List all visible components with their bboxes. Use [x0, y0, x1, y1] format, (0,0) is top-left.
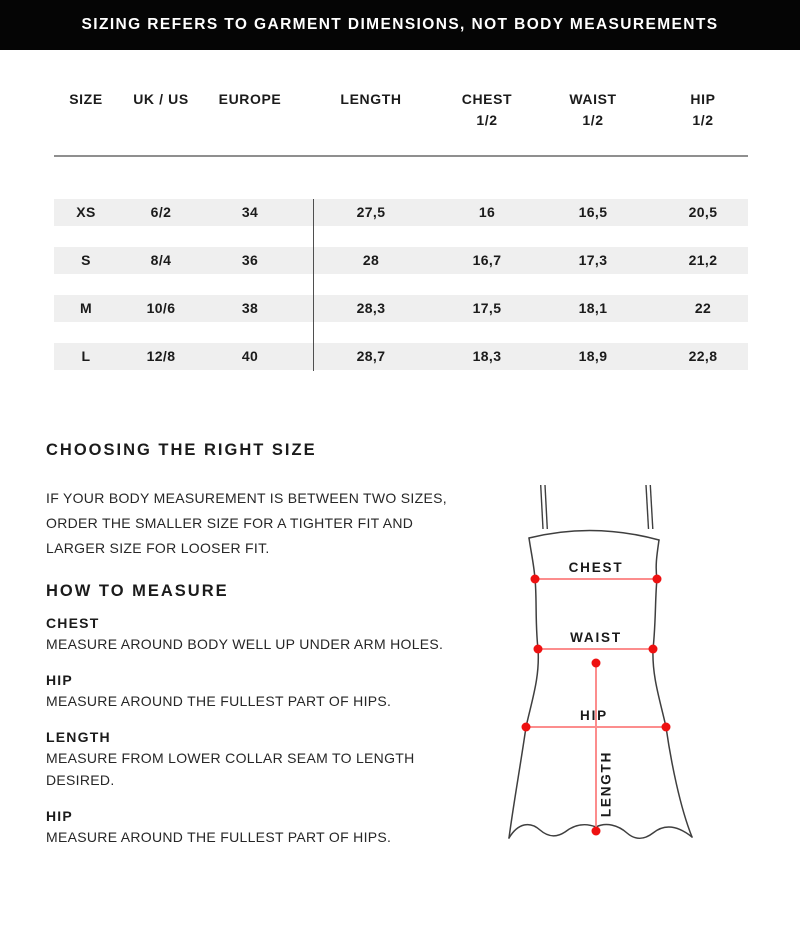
cell: 16,5	[578, 204, 608, 220]
choosing-size-heading: CHOOSING THE RIGHT SIZE	[46, 441, 317, 459]
hip-label: HIP	[580, 708, 608, 723]
size-table	[54, 88, 748, 391]
cell: 18,1	[578, 300, 608, 316]
table-row-m	[54, 295, 748, 322]
header-rule	[54, 155, 748, 157]
table-row-s	[54, 247, 748, 274]
cell: 8/4	[150, 252, 172, 268]
cell: 28,3	[356, 300, 386, 316]
column-header-length: LENGTH	[340, 91, 402, 107]
measure-item-hip-2: HIP MEASURE AROUND THE FULLEST PART OF HIPS.	[46, 808, 392, 845]
table-column-divider	[313, 199, 314, 371]
cell: 17,5	[472, 300, 502, 316]
column-header-uk-us: UK / US	[133, 91, 189, 107]
measure-dot	[531, 575, 540, 584]
measure-list	[46, 614, 476, 848]
dress-diagram-svg	[480, 470, 800, 870]
cell: 16	[478, 204, 496, 220]
cell: 20,5	[688, 204, 718, 220]
cell: 16,7	[472, 252, 502, 268]
cell: 12/8	[146, 348, 176, 364]
cell: 36	[241, 252, 259, 268]
cell: M	[79, 300, 93, 316]
measure-item-hip: HIP MEASURE AROUND THE FULLEST PART OF HIPS.	[46, 672, 392, 709]
cell: 18,3	[472, 348, 502, 364]
length-label: LENGTH	[598, 750, 614, 818]
cell: 28,7	[356, 348, 386, 364]
cell: XS	[76, 204, 96, 220]
cell: 40	[241, 348, 259, 364]
sizing-disclaimer-banner	[0, 0, 800, 50]
choosing-size-body: IF YOUR BODY MEASUREMENT IS BETWEEN TWO SIZES, ORDER THE SMALLER SIZE FOR A TIGHTER FIT AND LARGER SIZE FOR LOOSER FIT.	[46, 490, 447, 556]
measure-item-chest: CHEST MEASURE AROUND BODY WELL UP UNDER ARM HOLES.	[46, 615, 444, 652]
measure-dot	[649, 645, 658, 654]
column-header-waist: WAIST 1/2	[569, 91, 617, 128]
cell: L	[81, 348, 91, 364]
cell: 17,3	[578, 252, 608, 268]
how-to-measure-heading: HOW TO MEASURE	[46, 582, 229, 600]
table-row-l	[54, 343, 748, 370]
cell: 28	[362, 252, 380, 268]
cell: 18,9	[578, 348, 608, 364]
cell: 27,5	[356, 204, 386, 220]
table-row-xs	[54, 199, 748, 226]
column-header-europe: EUROPE	[218, 91, 282, 107]
measure-dot	[522, 723, 531, 732]
column-header-size: SIZE	[69, 91, 103, 107]
cell: 21,2	[688, 252, 718, 268]
size-table-rows	[54, 199, 748, 370]
dress-measurement-diagram	[480, 470, 800, 870]
dress-straps	[541, 485, 653, 529]
measure-dot	[662, 723, 671, 732]
cell: 22,8	[688, 348, 718, 364]
measure-dot	[592, 659, 601, 668]
measure-item-length: LENGTH MEASURE FROM LOWER COLLAR SEAM TO LENGTH DESIRED.	[46, 729, 415, 788]
cell: 34	[241, 204, 259, 220]
cell: 10/6	[146, 300, 176, 316]
measure-dot	[534, 645, 543, 654]
measure-dot	[653, 575, 662, 584]
chest-label: CHEST	[568, 560, 624, 575]
cell: 22	[694, 300, 712, 316]
waist-label: WAIST	[570, 630, 622, 645]
cell: S	[81, 252, 91, 268]
measurement-lines	[526, 579, 666, 831]
size-guide-text	[46, 440, 476, 864]
size-table-header	[54, 88, 748, 130]
column-header-hip: HIP 1/2	[690, 91, 716, 128]
column-header-chest: CHEST 1/2	[461, 91, 513, 128]
cell: 6/2	[150, 204, 172, 220]
cell: 38	[241, 300, 259, 316]
measure-dot	[592, 827, 601, 836]
banner-text: SIZING REFERS TO GARMENT DIMENSIONS, NOT BODY MEASUREMENTS	[81, 16, 719, 33]
